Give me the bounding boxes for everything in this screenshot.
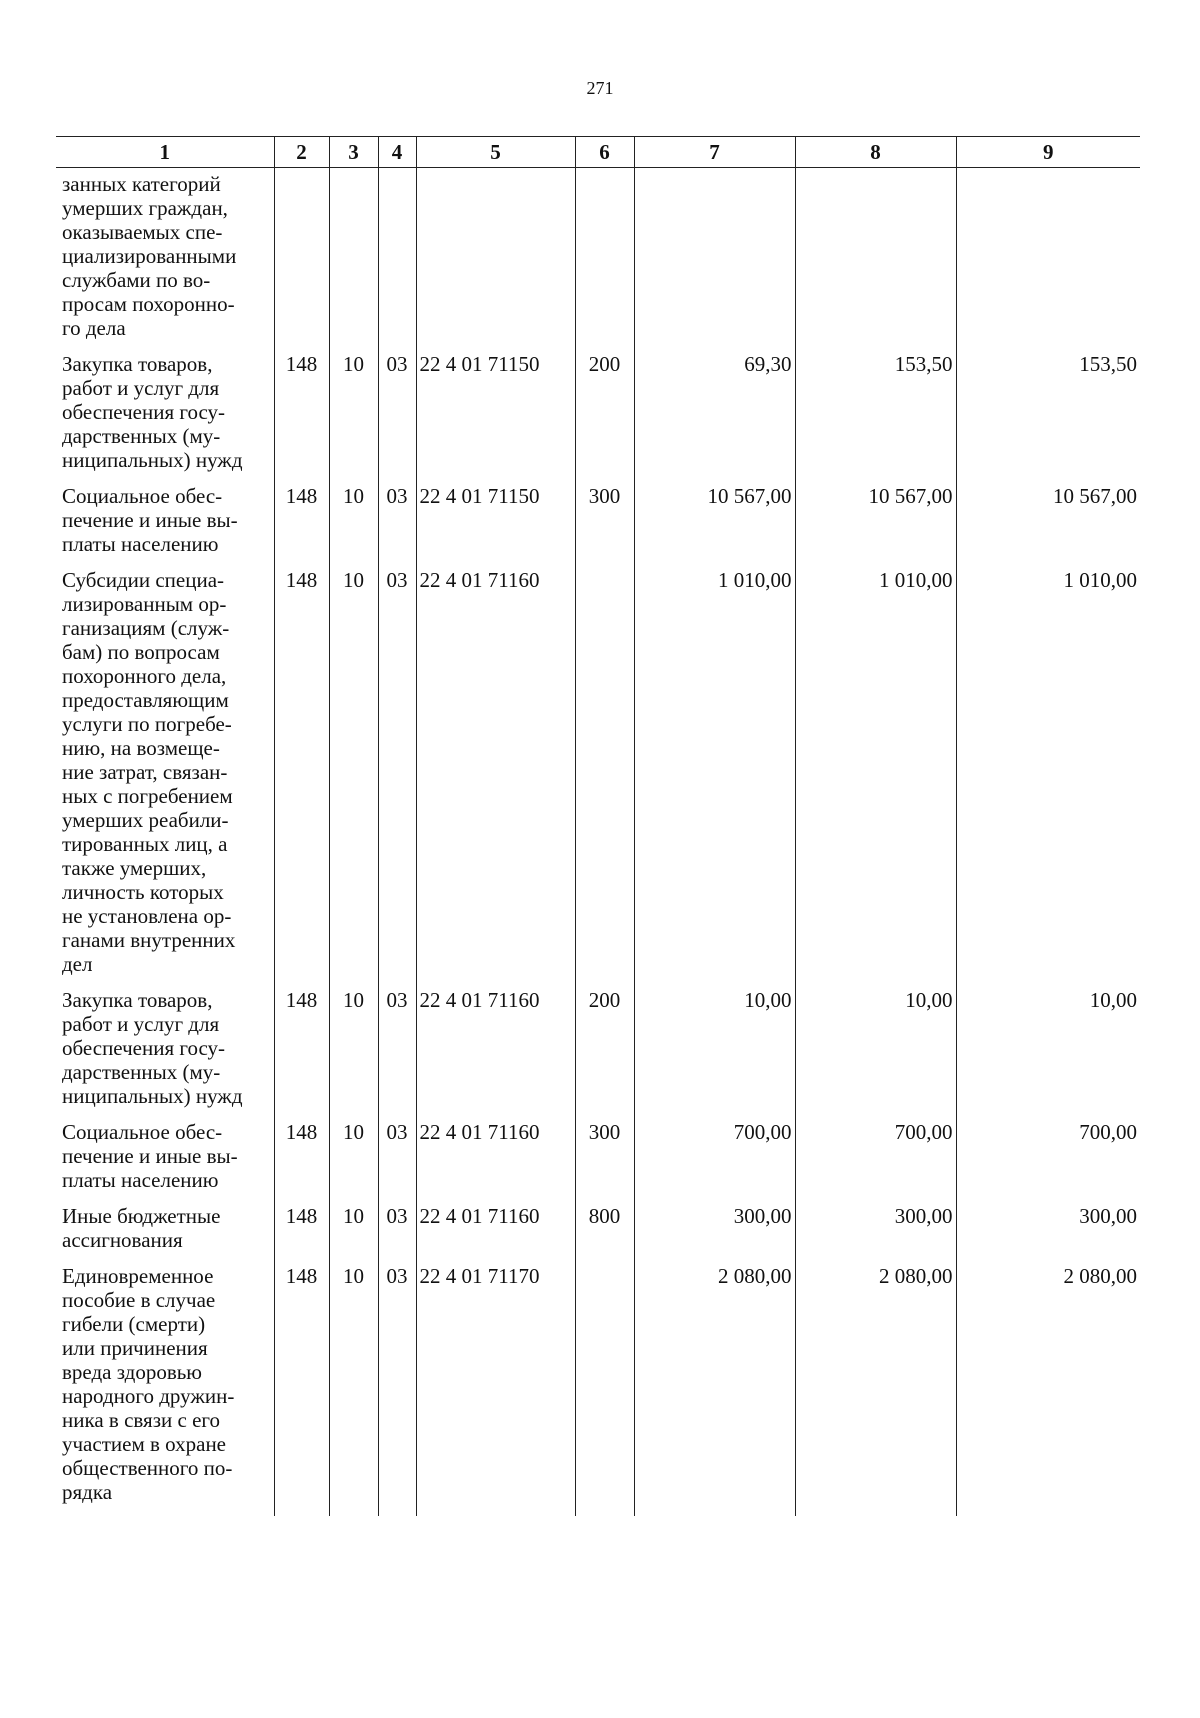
cell-col5: 22 4 01 71170: [416, 1262, 575, 1516]
table-row: [56, 1118, 1140, 1202]
row-name: Закупка товаров, работ и услуг для обеспечения госу- дарственных (му- ниципальных) нужд: [62, 352, 243, 472]
cell-col2: [274, 168, 329, 351]
cell-col4: 03: [378, 986, 416, 1118]
cell-col8: 10 567,00: [795, 482, 956, 566]
cell-col8: 300,00: [795, 1202, 956, 1262]
cell-col4: 03: [378, 482, 416, 566]
cell-col4: 03: [378, 1262, 416, 1516]
table-row: [56, 566, 1140, 986]
cell-col6: [575, 566, 634, 986]
row-name: занных категорий умерших граждан, оказываемых спе- циализированными службами по во- просам похоронно- го дела: [62, 172, 237, 340]
cell-col4: 03: [378, 566, 416, 986]
cell-col3: 10: [329, 350, 378, 482]
cell-col7: 10 567,00: [634, 482, 795, 566]
cell-col3: 10: [329, 986, 378, 1118]
cell-col3: 10: [329, 1262, 378, 1516]
page-number: 271: [586, 78, 614, 98]
cell-col6: [575, 1262, 634, 1516]
cell-col5: 22 4 01 71160: [416, 566, 575, 986]
cell-col8: 1 010,00: [795, 566, 956, 986]
column-header-2: 2: [274, 137, 329, 168]
cell-col9: 700,00: [956, 1118, 1140, 1202]
cell-col2: 148: [274, 482, 329, 566]
row-name: Социальное обес- печение и иные вы- платы населению: [62, 484, 238, 556]
cell-col3: [329, 168, 378, 351]
row-name: Социальное обес- печение и иные вы- платы населению: [62, 1120, 238, 1192]
row-name: Закупка товаров, работ и услуг для обеспечения госу- дарственных (му- ниципальных) нужд: [62, 988, 243, 1108]
cell-col9: [956, 168, 1140, 351]
table-row: [56, 482, 1140, 566]
row-name: Иные бюджетные ассигнования: [62, 1204, 221, 1252]
table-row: [56, 1262, 1140, 1516]
cell-col2: 148: [274, 986, 329, 1118]
cell-col8: 2 080,00: [795, 1262, 956, 1516]
column-header-5: 5: [416, 137, 575, 168]
cell-col8: 10,00: [795, 986, 956, 1118]
cell-col5: 22 4 01 71150: [416, 482, 575, 566]
cell-col3: 10: [329, 1202, 378, 1262]
column-header-4: 4: [378, 137, 416, 168]
cell-col3: 10: [329, 566, 378, 986]
cell-col4: 03: [378, 1118, 416, 1202]
cell-col8: 700,00: [795, 1118, 956, 1202]
cell-col5: 22 4 01 71150: [416, 350, 575, 482]
column-header-6: 6: [575, 137, 634, 168]
cell-col6: 300: [575, 1118, 634, 1202]
cell-col9: 10,00: [956, 986, 1140, 1118]
cell-col2: 148: [274, 566, 329, 986]
cell-col5: [416, 168, 575, 351]
cell-col3: 10: [329, 482, 378, 566]
table-row: [56, 986, 1140, 1118]
cell-col6: 800: [575, 1202, 634, 1262]
cell-col2: 148: [274, 350, 329, 482]
cell-col8: [795, 168, 956, 351]
cell-col2: 148: [274, 1118, 329, 1202]
cell-col5: 22 4 01 71160: [416, 986, 575, 1118]
cell-col3: 10: [329, 1118, 378, 1202]
cell-col9: 10 567,00: [956, 482, 1140, 566]
header-row: [56, 137, 1140, 168]
cell-col6: [575, 168, 634, 351]
column-header-8: 8: [795, 137, 956, 168]
cell-col9: 2 080,00: [956, 1262, 1140, 1516]
cell-col7: 10,00: [634, 986, 795, 1118]
cell-col7: 1 010,00: [634, 566, 795, 986]
row-name: Субсидии специа- лизированным ор- ганизациям (служ- бам) по вопросам похоронного дела, предоставляющим услуги по погребе- нию, на возмеще- ние затрат, связан- ных с погребением умерших реабили- тированных лиц, а также умерших, личность которых не установлена ор- ганами внутренних дел: [62, 568, 236, 976]
cell-col2: 148: [274, 1262, 329, 1516]
cell-col9: 1 010,00: [956, 566, 1140, 986]
cell-col2: 148: [274, 1202, 329, 1262]
cell-col6: 300: [575, 482, 634, 566]
cell-col6: 200: [575, 350, 634, 482]
table-body: [56, 168, 1140, 1517]
cell-col6: 200: [575, 986, 634, 1118]
cell-col9: 153,50: [956, 350, 1140, 482]
cell-col4: 03: [378, 350, 416, 482]
table-row: [56, 1202, 1140, 1262]
cell-col7: 700,00: [634, 1118, 795, 1202]
cell-col8: 153,50: [795, 350, 956, 482]
cell-col4: [378, 168, 416, 351]
cell-col4: 03: [378, 1202, 416, 1262]
cell-col7: 2 080,00: [634, 1262, 795, 1516]
cell-col5: 22 4 01 71160: [416, 1118, 575, 1202]
column-header-1: 1: [56, 137, 274, 168]
cell-col7: [634, 168, 795, 351]
table-row: [56, 168, 1140, 351]
column-header-9: 9: [956, 137, 1140, 168]
row-name: Единовременное пособие в случае гибели (смерти) или причинения вреда здоровью народного дружин- ника в связи с его участием в охране общественного по- рядка: [62, 1264, 235, 1504]
cell-col5: 22 4 01 71160: [416, 1202, 575, 1262]
table-row: [56, 350, 1140, 482]
cell-col9: 300,00: [956, 1202, 1140, 1262]
column-header-3: 3: [329, 137, 378, 168]
cell-col7: 69,30: [634, 350, 795, 482]
column-header-7: 7: [634, 137, 795, 168]
cell-col7: 300,00: [634, 1202, 795, 1262]
budget-table: [56, 136, 1140, 1516]
table-header: [56, 137, 1140, 168]
